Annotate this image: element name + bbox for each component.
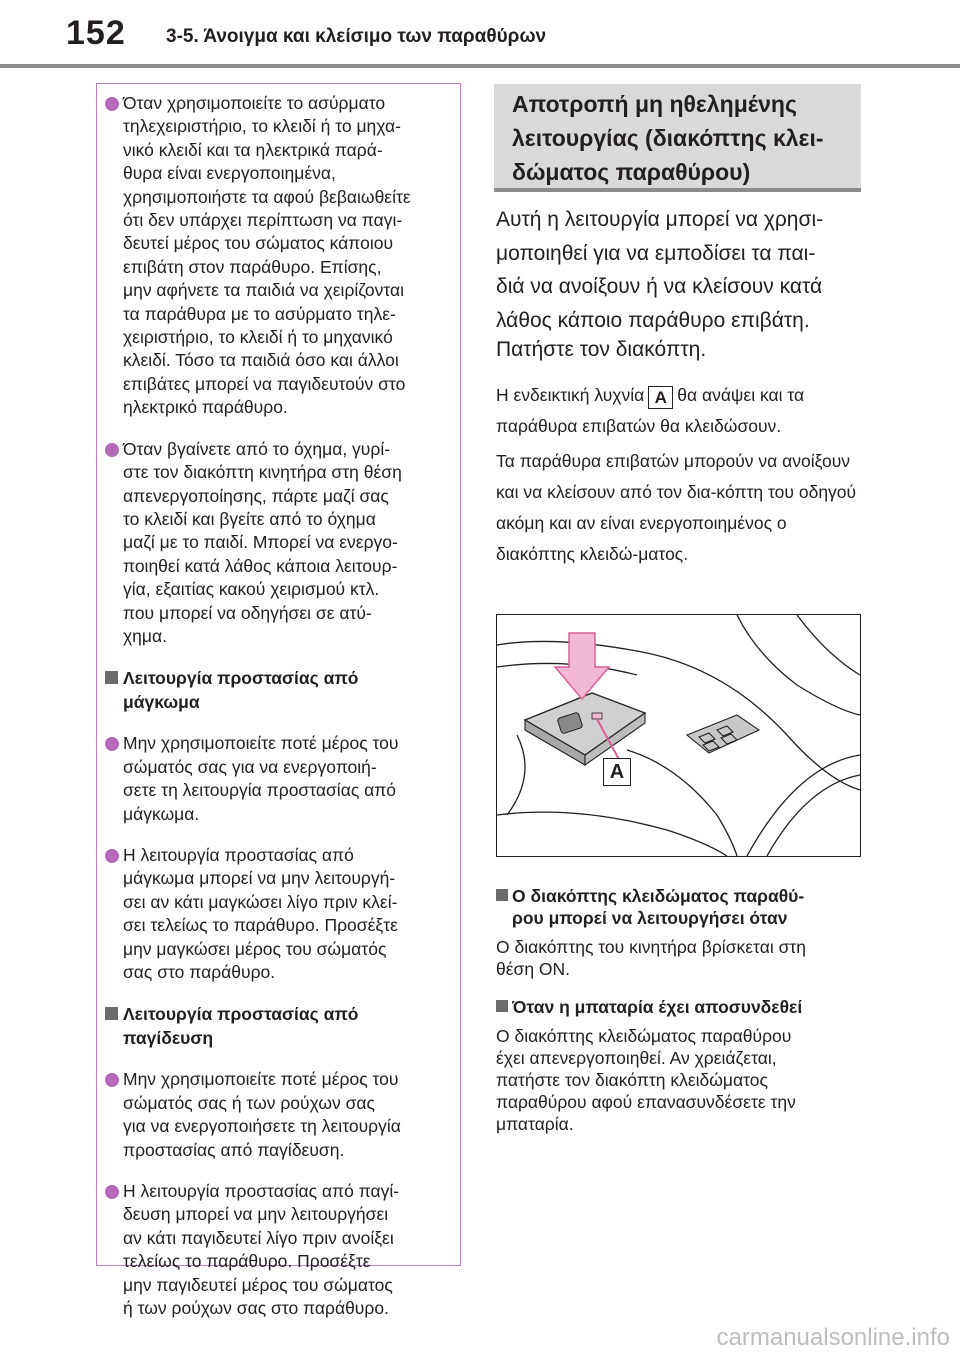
square-bullet-icon <box>496 889 508 901</box>
switch-panel <box>525 693 645 765</box>
note-heading-text: Όταν η μπαταρία έχει αποσυνδεθεί <box>512 997 803 1017</box>
instruction-step: Πατήστε τον διακόπτη. <box>496 338 707 361</box>
bullet-icon <box>105 1185 119 1199</box>
item-text: Η λειτουργία προστασίας από μάγκωμα μπορεί να μην λειτουργή- σει αν κάτι μαγκώσει λίγο πριν κλεί- σει τελείως το παράθυρο. Προσέξτε μην μαγκώσει μέρος του σώματός σας στο παράθυρο. <box>123 844 398 982</box>
item-text: Η λειτουργία προστασίας από παγί- δευση μπορεί να μην λειτουργήσει αν κάτι παγιδευτεί λίγο πριν ανοίξει τελείως το παράθυρο. Προσέξτε μην παγιδευτεί μέρος του σώματος ή των ρούχων σας στο παράθυρο. <box>123 1181 400 1319</box>
list-item <box>103 92 450 420</box>
intro-paragraph: Αυτή η λειτουργία μπορεί να χρησι- μοποιηθεί για να εμποδίσει τα παι- διά να ανοίξουν ή να κλείσουν κατά λάθος κάποιο παράθυρο επιβάτη. <box>496 208 824 332</box>
window-lock-switch-illustration <box>496 614 861 857</box>
section-heading: Αποτροπή μη ηθελημένης λειτουργίας (διακόπτης κλει- δώματος παραθύρου) <box>494 84 861 192</box>
bullet-icon <box>105 849 119 863</box>
square-bullet-icon <box>105 1007 118 1020</box>
item-text: Μην χρησιμοποιείτε ποτέ μέρος του σώματός σας ή των ρούχων σας για να ενεργοποιήσετε τη λειτουργία προστασίας από παγίδευση. <box>123 1069 401 1160</box>
square-bullet-icon <box>496 1000 508 1012</box>
list-item <box>103 1180 450 1320</box>
note-body: Ο διακόπτης κλειδώματος παραθύρου έχει απενεργοποιηθεί. Αν χρειάζεται, πατήστε τον διακόπτη κλειδώματος παραθύρου αφού επανασυνδέσετε την μπαταρία. <box>496 1026 796 1134</box>
note-text: θα ανάψει και τα παράθυρα επιβατών θα κλειδώσουν. <box>496 385 805 436</box>
square-bullet-icon <box>105 671 118 684</box>
watermark: carmanualsonline.info <box>716 1324 950 1351</box>
note-text-2: Τα παράθυρα επιβατών μπορούν να ανοίξουν και να κλείσουν από τον δια-κόπτη του οδηγού ακόμη και αν είναι ενεργοποιημένος ο διακόπτης κλειδώ-ματος. <box>496 451 857 564</box>
bullet-icon <box>105 1073 119 1087</box>
bullet-icon <box>105 97 119 111</box>
note-heading <box>496 996 866 1018</box>
page-number: 152 <box>66 14 126 52</box>
subsection-heading <box>103 666 450 714</box>
item-text: Όταν χρησιμοποιείτε το ασύρματο τηλεχειριστήριο, το κλειδί ή το μηχα- νικό κλειδί και τα ηλεκτρικά παρά- θυρα είναι ενεργοποιημένα, χρησιμοποιήστε τα αφού βεβαιωθείτε ότι δεν υπάρχει περίπτωση να παγι- δευτεί μέρος του σώματος κάποιου επιβάτη στον παράθυρο. Επίσης, μην αφήνετε τα παιδιά να χειρίζονται τα παράθυρα με το ασύρματο τηλε- χειριστήριο, το κλειδί ή το μηχανικό κλειδί. Τόσο τα παιδιά όσο και άλλοι επιβάτες μπορεί να παγιδευτούν στο ηλεκτρικό παράθυρο. <box>123 93 411 418</box>
bullet-icon <box>105 737 119 751</box>
list-item <box>103 1068 450 1162</box>
section-title: 3-5. Άνοιγμα και κλείσιμο των παραθύρων <box>166 26 547 47</box>
indicator-note <box>496 380 866 570</box>
subsection-heading <box>103 1002 450 1050</box>
item-text: Όταν βγαίνετε από το όχημα, γυρί- στε τον διακόπτη κινητήρα στη θέση απενεργοποίησης, πάρτε μαζί σας το κλειδί και βγείτε από το όχημα μαζί με το παιδί. Μπορεί να ενεργο- ποιηθεί κατά λάθος κάποια λειτουρ- γία, εξαιτίας κακού χειρισμού κτλ. που μπορεί να οδηγήσει σε ατύ- χημα. <box>123 438 402 646</box>
note-text: Η ενδεικτική λυχνία <box>496 385 645 405</box>
note-heading <box>496 885 866 929</box>
list-item <box>103 844 450 984</box>
illustration-svg <box>497 615 860 856</box>
bullet-icon <box>105 443 119 457</box>
warning-box <box>96 83 461 1319</box>
figure-label-a: A <box>603 758 631 786</box>
heading-text: Λειτουργία προστασίας από παγίδευση <box>123 1004 359 1049</box>
header-divider <box>0 64 960 68</box>
note-heading-text: Ο διακόπτης κλειδώματος παραθύ- ρου μπορεί να λειτουργήσει όταν <box>512 886 805 928</box>
press-arrow <box>555 633 609 699</box>
list-item <box>103 438 450 649</box>
note-body: Ο διακόπτης του κινητήρα βρίσκεται στη θέση ON. <box>496 937 807 979</box>
item-text: Μην χρησιμοποιείτε ποτέ μέρος του σώματός σας για να ενεργοποιή- σετε τη λειτουργία προστασίας από μάγκωμα. <box>123 733 399 824</box>
heading-text: Λειτουργία προστασίας από μάγκωμα <box>123 668 359 713</box>
driver-switches <box>687 715 759 753</box>
label-a-badge: A <box>648 386 673 409</box>
notes-section <box>496 885 866 1151</box>
list-item <box>103 732 450 826</box>
